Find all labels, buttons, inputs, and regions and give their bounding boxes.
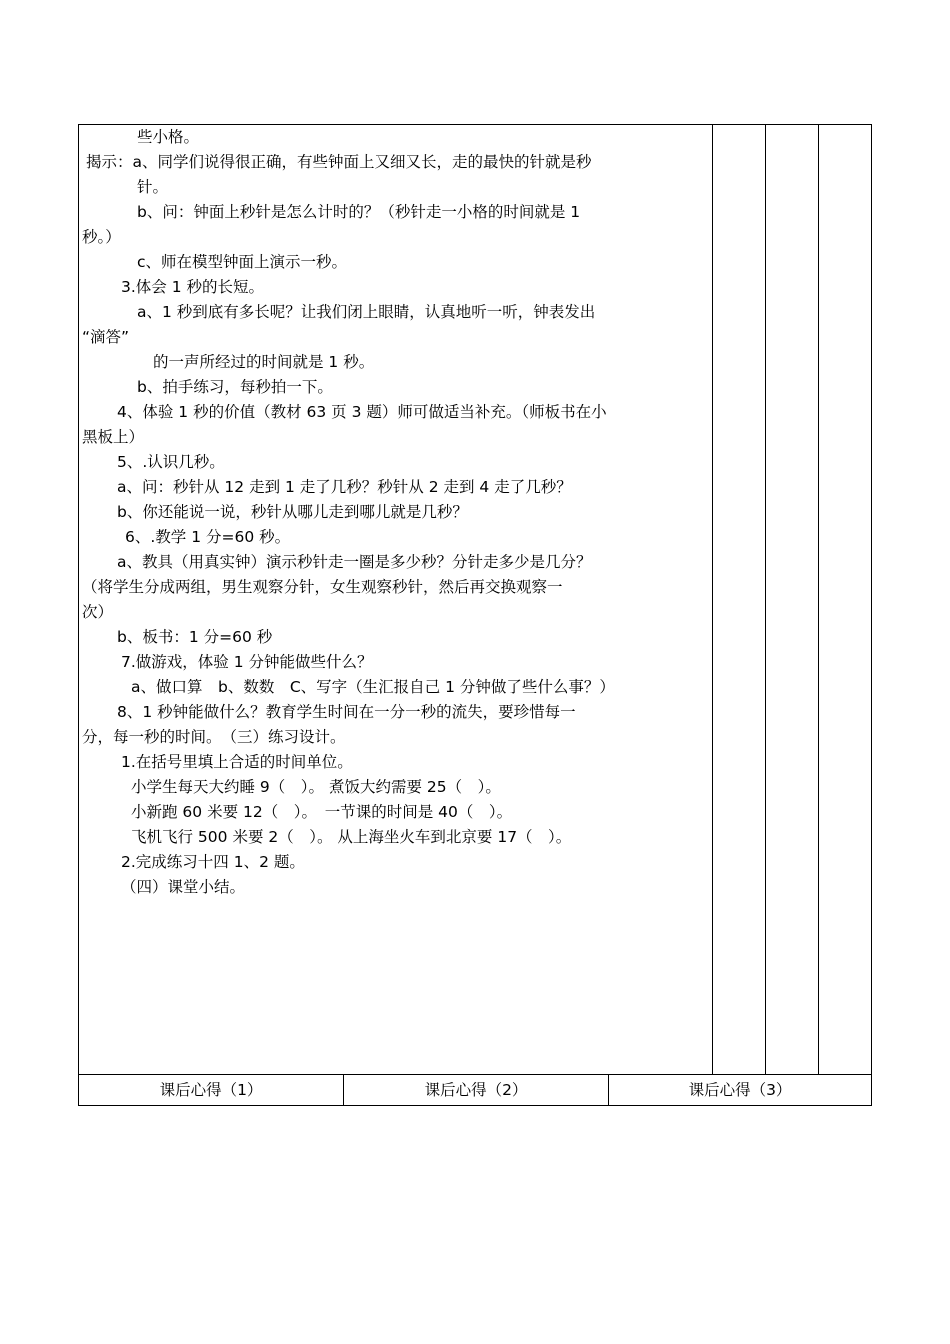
lesson-line: b、板书：1 分=60 秒 [117,628,273,646]
reflection-cell-2: 课后心得（2） [344,1075,609,1105]
lesson-line: 飞机飞行 500 米要 2（ ）。 从上海坐火车到北京要 17（ ）。 [131,828,572,846]
lesson-line: 6、.教学 1 分=60 秒。 [125,528,291,546]
lesson-line: 4、体验 1 秒的价值（教材 63 页 3 题）师可做适当补充。（师板书在小 [117,403,607,421]
lesson-line: 3.体会 1 秒的长短。 [121,278,265,296]
lesson-line: 黑板上） [82,428,145,446]
lesson-line: 7.做游戏，体验 1 分钟能做些什么？ [121,653,373,671]
lesson-line: 揭示：a、同学们说得很正确，有些钟面上又细又长，走的最快的针就是秒 [86,153,592,171]
lesson-line: a、教具（用真实钟）演示秒针走一圈是多少秒？分针走多少是几分？ [117,553,592,571]
lesson-line: c、师在模型钟面上演示一秒。 [137,253,348,271]
lesson-line: 8、1 秒钟能做什么？教育学生时间在一分一秒的流失，要珍惜每一 [117,703,576,721]
lesson-line: 小新跑 60 米要 12（ ）。 一节课的时间是 40（ ）。 [131,803,513,821]
side-column-1 [713,125,766,1074]
lesson-line: b、问：钟面上秒针是怎么计时的？（秒针走一小格的时间就是 1 [137,203,581,221]
lesson-content-cell [79,125,713,1074]
lesson-line: 5、.认识几秒。 [117,453,225,471]
lesson-line: （将学生分成两组，男生观察分针，女生观察秒针，然后再交换观察一 [82,578,563,596]
reflection-cell-1: 课后心得（1） [79,1075,344,1105]
lesson-line: 些小格。 [137,128,200,146]
lesson-line: 次） [82,603,114,621]
lesson-line: （四）课堂小结。 [121,878,246,896]
lesson-line: 小学生每天大约睡 9（ ）。 煮饭大约需要 25（ ）。 [131,778,501,796]
side-column-3 [819,125,871,1074]
lesson-line: a、做口算 b、数数 C、写字（生汇报自己 1 分钟做了些什么事？） [131,678,615,696]
lesson-line: 1.在括号里填上合适的时间单位。 [121,753,353,771]
reflection-cell-3: 课后心得（3） [688,1081,792,1099]
side-column-2 [766,125,819,1074]
lesson-line: “滴答” [82,328,130,346]
lesson-line: 分，每一秒的时间。 （三）练习设计。 [82,728,346,746]
lesson-line: b、你还能说一说，秒针从哪儿走到哪儿就是几秒？ [117,503,468,521]
lesson-line: 2.完成练习十四 1、2 题。 [121,853,305,871]
lesson-line: 针。 [137,178,169,196]
lesson-line: a、问：秒针从 12 走到 1 走了几秒？秒针从 2 走到 4 走了几秒？ [117,478,572,496]
lesson-table [78,124,872,1075]
lesson-line: b、拍手练习，每秒拍一下。 [137,378,333,396]
reflection-footer-row [78,1075,872,1106]
lesson-line: 的一声所经过的时间就是 1 秒。 [153,353,375,371]
lesson-line: a、1 秒到底有多长呢？让我们闭上眼睛，认真地听一听，钟表发出 [137,303,596,321]
lesson-line: 秒。） [82,228,121,246]
